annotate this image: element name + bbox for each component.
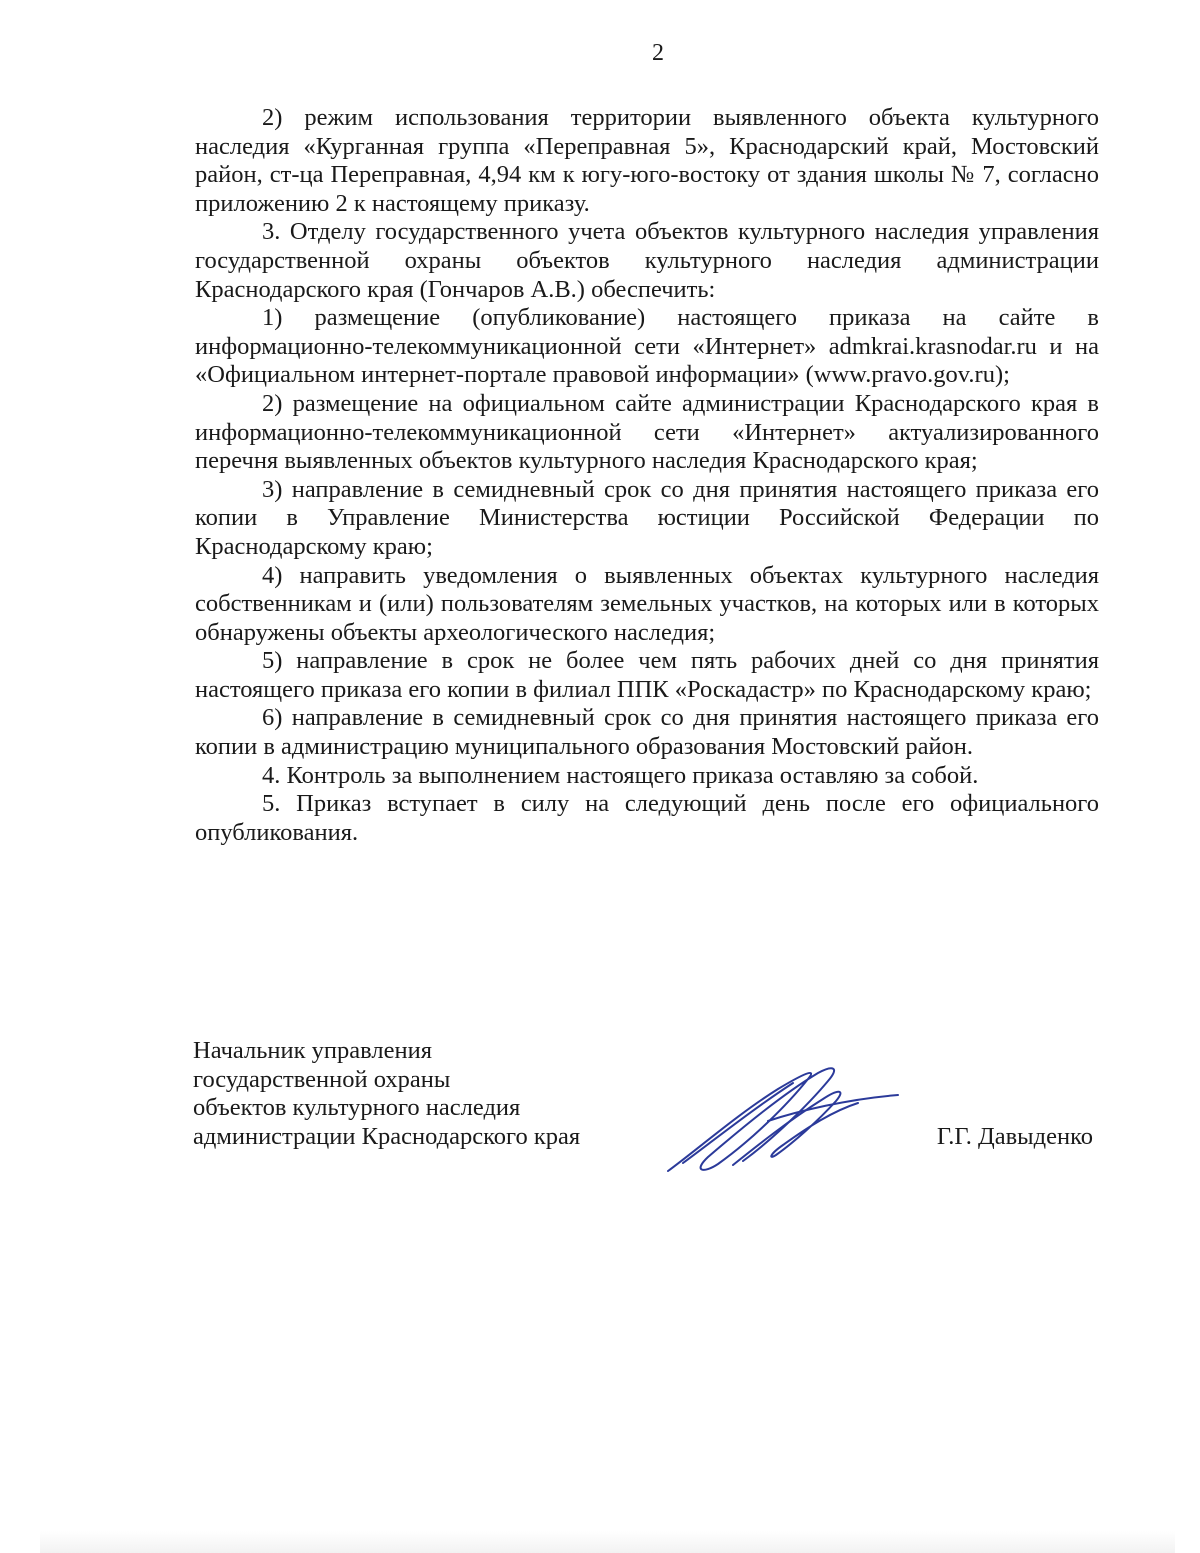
document-body — [195, 104, 1099, 847]
paragraph-clause-4: 4. Контроль за выполнением настоящего приказа оставляю за собой. — [262, 761, 979, 789]
paragraph-subclause-3-4: 4) направить уведомления о выявленных объектах культурного наследия собственникам и (или) пользователям земельных участков, на которых или в которых обнаружены объекты археологического наследия; — [195, 561, 1099, 646]
paragraph-subclause-3-2: 2) размещение на официальном сайте администрации Краснодарского края в информационно-телекоммуникационной сети «Интернет» актуализированного перечня выявленных объектов культурного наследия Краснодарского края; — [195, 389, 1099, 475]
position-line: государственной охраны — [193, 1065, 451, 1093]
paragraph-clause-3: 3. Отделу государственного учета объектов культурного наследия управления государственной охраны объектов культурного наследия администрации Краснодарского края (Гончаров А.В.) обеспечить: — [195, 218, 1099, 303]
paragraph-subclause-3-6: 6) направление в семидневный срок со дня принятия настоящего приказа его копии в администрацию муниципального образования Мостовский район. — [195, 704, 1099, 761]
position-line: объектов культурного наследия — [193, 1094, 521, 1122]
paragraph-subclause-3-3: 3) направление в семидневный срок со дня принятия настоящего приказа его копии в Управление Министерства юстиции Российской Федерации по Краснодарскому краю; — [195, 475, 1099, 560]
paragraph-clause-5: 5. Приказ вступает в силу на следующий день после его официального опубликования. — [195, 790, 1099, 846]
signer-name: Г.Г. Давыденко — [936, 1123, 1093, 1150]
signer-position — [193, 1037, 580, 1151]
scan-edge-shadow — [40, 1531, 1175, 1553]
page-number: 2 — [652, 40, 664, 66]
handwritten-signature — [658, 1059, 903, 1179]
paragraph-item-2-regime: 2) режим использования территории выявленного объекта культурного наследия «Курганная группа «Переправная 5», Краснодарский край, Мостовский район, ст-ца Переправная, 4,94 км к югу-юго-востоку от здания школы № 7, согласно приложению 2 к настоящему приказу. — [195, 104, 1099, 217]
paragraph-subclause-3-1: 1) размещение (опубликование) настоящего приказа на сайте в информационно-телекоммуникационной сети «Интернет» admkrai.krasnodar.ru и на «Официальном интернет-портале правовой информации» (www.pravo.gov.ru); — [195, 304, 1099, 389]
signature-block — [193, 1037, 1099, 1197]
position-line: администрации Краснодарского края — [193, 1122, 581, 1150]
paragraph-subclause-3-5: 5) направление в срок не более чем пять рабочих дней со дня принятия настоящего приказа его копии в филиал ППК «Роскадастр» по Краснодарскому краю; — [195, 647, 1099, 703]
position-line: Начальник управления — [193, 1037, 432, 1064]
